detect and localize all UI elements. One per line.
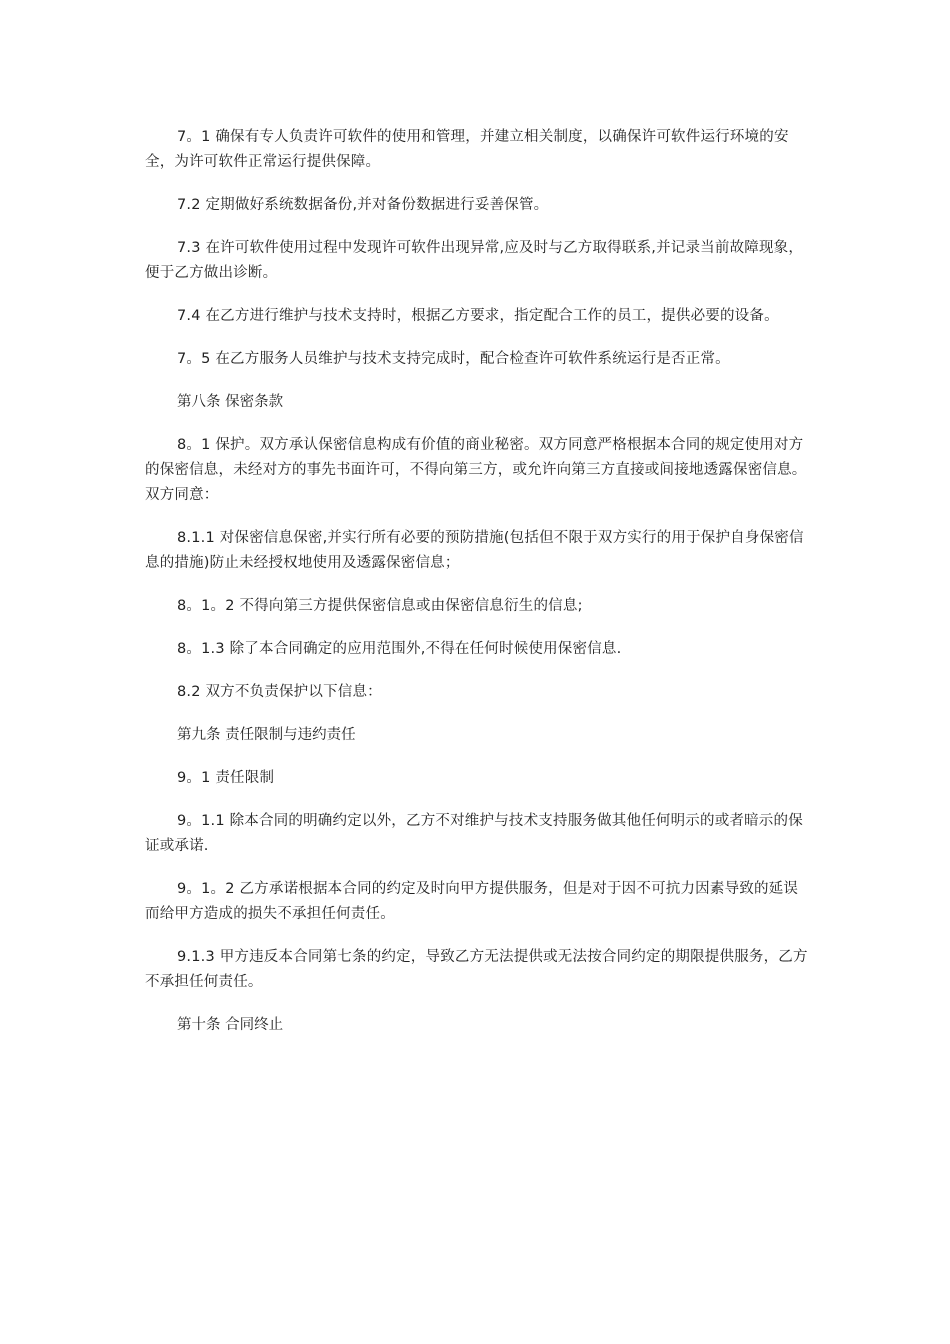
clause-9-1: 9。1 责任限制 <box>177 770 275 786</box>
clause-8-1-1: 8.1.1 对保密信息保密,并实行所有必要的预防措施(包括但不限于双方实行的用于保护自身保密信息的措施)防止未经授权地使用及透露保密信息； <box>145 530 804 571</box>
clause-8-2: 8.2 双方不负责保护以下信息： <box>177 684 382 700</box>
clause-7-3: 7.3 在许可软件使用过程中发现许可软件出现异常,应及时与乙方取得联系,并记录当前故障现象，便于乙方做出诊断。 <box>145 240 804 281</box>
article-8-heading: 第八条 保密条款 <box>177 394 284 410</box>
clause-8-1: 8。1 保护。双方承认保密信息构成有价值的商业秘密。双方同意严格根据本合同的规定使用对方的保密信息，未经对方的事先书面许可，不得向第三方，或允许向第三方直接或间接地透露保密信息。双方同意： <box>145 437 807 503</box>
article-10-heading: 第十条 合同终止 <box>177 1017 284 1033</box>
clause-9-1-3: 9.1.3 甲方违反本合同第七条的约定，导致乙方无法提供或无法按合同约定的期限提供服务，乙方不承担任何责任。 <box>145 949 808 990</box>
clause-8-1-2: 8。1。2 不得向第三方提供保密信息或由保密信息衍生的信息; <box>177 598 583 614</box>
clause-7-5: 7。5 在乙方服务人员维护与技术支持完成时，配合检查许可软件系统运行是否正常。 <box>177 351 730 367</box>
article-9-heading: 第九条 责任限制与违约责任 <box>177 727 356 743</box>
clause-8-1-3: 8。1.3 除了本合同确定的应用范围外,不得在任何时候使用保密信息. <box>177 641 622 657</box>
clause-7-2: 7.2 定期做好系统数据备份,并对备份数据进行妥善保管。 <box>177 197 549 213</box>
document-body <box>145 125 810 1056</box>
clause-7-4: 7.4 在乙方进行维护与技术支持时，根据乙方要求，指定配合工作的员工，提供必要的设备。 <box>177 308 779 324</box>
clause-7-1: 7。1 确保有专人负责许可软件的使用和管理，并建立相关制度，以确保许可软件运行环境的安全，为许可软件正常运行提供保障。 <box>145 129 789 170</box>
clause-9-1-1: 9。1.1 除本合同的明确约定以外，乙方不对维护与技术支持服务做其他任何明示的或者暗示的保证或承诺. <box>145 813 803 854</box>
clause-9-1-2: 9。1。2 乙方承诺根据本合同的约定及时向甲方提供服务，但是对于因不可抗力因素导致的延误而给甲方造成的损失不承担任何责任。 <box>145 881 799 922</box>
